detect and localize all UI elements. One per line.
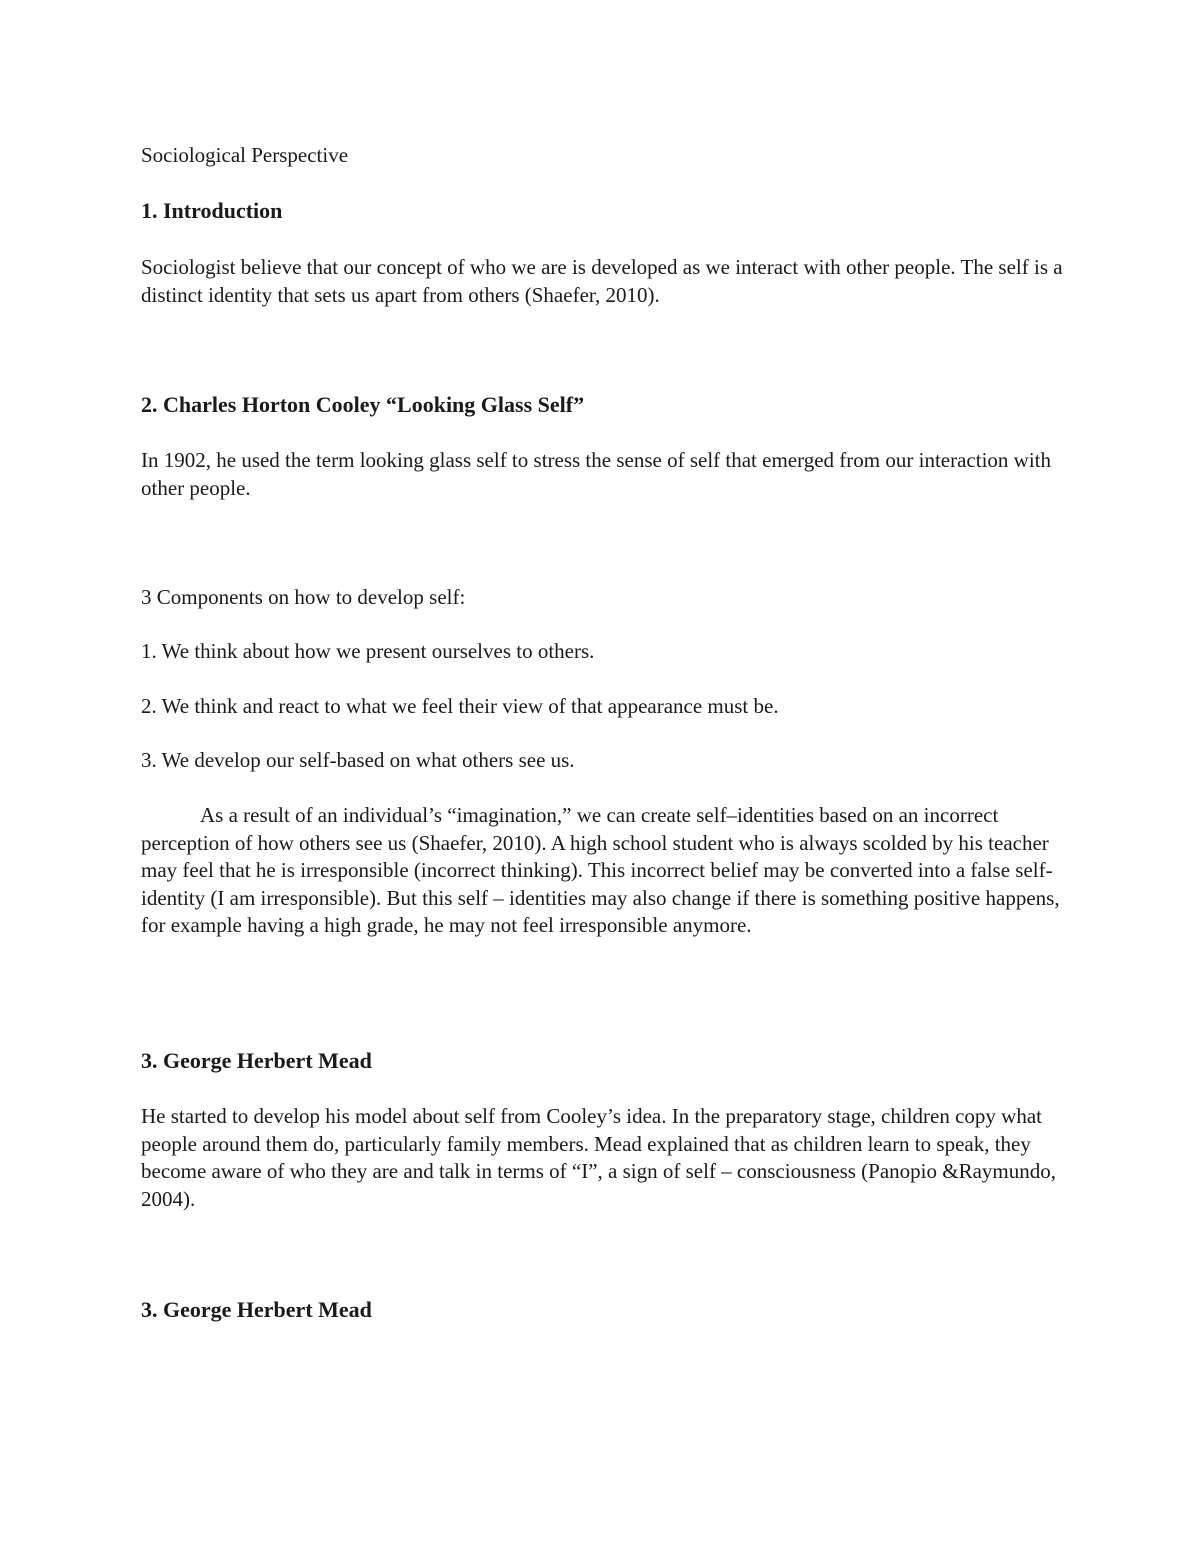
cooley-paragraph: In 1902, he used the term looking glass self to stress the sense of self that emerged from our interaction with other people. [141,448,1051,500]
component-item-2: 2. We think and react to what we feel their view of that appearance must be. [141,694,779,718]
document-title: Sociological Perspective [141,143,349,167]
section-heading-mead-repeat: 3. George Herbert Mead [141,1297,372,1322]
introduction-paragraph: Sociologist believe that our concept of who we are is developed as we interact with other people. The self is a distinct identity that sets us apart from others (Shaefer, 2010). [141,255,1063,307]
component-item-1: 1. We think about how we present ourselves to others. [141,639,595,663]
section-heading-mead: 3. George Herbert Mead [141,1048,372,1073]
imagination-paragraph: As a result of an individual’s “imagination,” we can create self–identities based on an incorrect perception of how others see us (Shaefer, 2010). A high school student who is always scolded by his teacher may feel that he is irresponsible (incorrect thinking). This incorrect belief may be converted into a false self-identity (I am irresponsible). But this self – identities may also change if there is something positive happens, for example having a high grade, he may not feel irresponsible anymore. [141,803,1060,937]
components-intro: 3 Components on how to develop self: [141,585,466,609]
mead-paragraph: He started to develop his model about self from Cooley’s idea. In the preparatory stage, children copy what people around them do, particularly family members. Mead explained that as children learn to speak, they become aware of who they are and talk in terms of “I”, a sign of self – consciousness (Panopio &Raymundo, 2004). [141,1104,1056,1211]
section-heading-cooley: 2. Charles Horton Cooley “Looking Glass Self” [141,392,585,417]
component-item-3: 3. We develop our self-based on what others see us. [141,748,575,772]
section-heading-introduction: 1. Introduction [141,198,283,223]
